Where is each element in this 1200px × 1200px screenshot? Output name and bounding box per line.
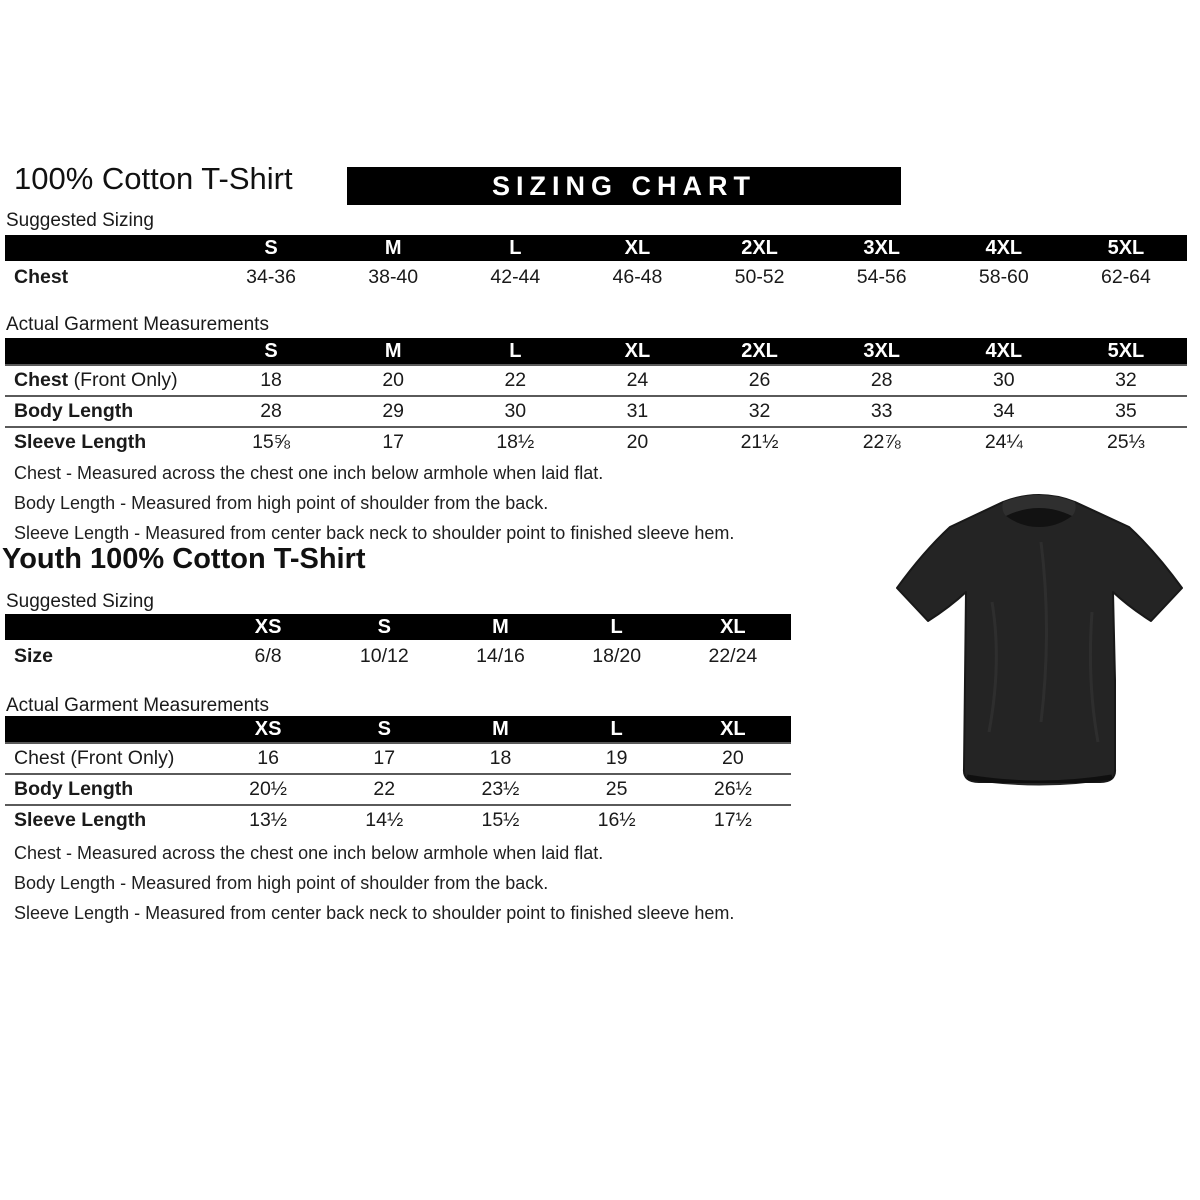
value-cell: 62-64 [1101, 265, 1151, 288]
value-cell: 21½ [740, 431, 779, 453]
adult-suggested-sizing-table [5, 235, 1187, 293]
value-cell: 17 [382, 431, 405, 453]
col-header-xl: XL [576, 235, 698, 261]
row-label [5, 743, 210, 774]
value-cell: 14½ [365, 809, 404, 831]
sizing-chart-banner-text: SIZING CHART [492, 170, 756, 201]
value-cell: 10/12 [359, 644, 409, 667]
value-cell: 20½ [249, 778, 288, 800]
col-header-m: M [332, 235, 454, 261]
youth-title: Youth 100% Cotton T-Shirt [2, 543, 366, 575]
row-label-text: Size [14, 644, 54, 667]
value-cell: 34 [992, 400, 1015, 422]
col-header-xs: XS [210, 614, 326, 640]
col-header-l: L [559, 716, 675, 743]
value-cell: 13½ [249, 809, 288, 831]
value-cell: 30 [504, 400, 527, 422]
value-cell: 24¼ [984, 431, 1023, 453]
value-cell: 35 [1115, 400, 1137, 422]
value-cell: 29 [382, 400, 405, 422]
col-header-l: L [454, 338, 576, 365]
row-label [5, 640, 210, 672]
col-header-xl: XL [675, 614, 791, 640]
value-cell: 19 [605, 747, 628, 769]
row-label-text: Chest [14, 369, 69, 391]
col-header-s: S [326, 716, 442, 743]
page-title: 100% Cotton T-Shirt [14, 161, 293, 196]
value-cell: 26½ [713, 778, 752, 800]
col-header-xs: XS [210, 716, 326, 743]
col-header-l: L [454, 235, 576, 261]
value-cell: 22/24 [708, 644, 758, 667]
col-header-3xl: 3XL [821, 338, 943, 365]
sizing-chart-banner [347, 167, 901, 205]
value-cell: 22 [373, 778, 396, 800]
col-header-s: S [326, 614, 442, 640]
col-header-m: M [332, 338, 454, 365]
value-cell: 14/16 [476, 644, 525, 667]
adult-suggested-sizing-label: Suggested Sizing [6, 210, 154, 231]
row-label-text: Chest (Front Only) [14, 747, 175, 769]
col-header-l: L [559, 614, 675, 640]
table-row [5, 427, 1187, 457]
row-label [5, 805, 210, 835]
col-header-xl: XL [576, 338, 698, 365]
value-cell: 58-60 [978, 265, 1029, 288]
note-chest: Chest - Measured across the chest one inch below armhole when laid flat. [14, 843, 604, 863]
value-cell: 46-48 [612, 265, 663, 288]
value-cell: 31 [626, 400, 649, 422]
table-row [5, 743, 791, 774]
corner-cell [5, 614, 210, 640]
corner-cell [5, 716, 210, 743]
col-header-2xl: 2XL [699, 338, 821, 365]
value-cell: 28 [870, 369, 893, 391]
value-cell: 38-40 [368, 265, 419, 288]
adult-actual-measurements-table [5, 338, 1187, 457]
youth-measurement-notes [14, 838, 734, 928]
value-cell: 22⅞ [862, 431, 901, 453]
value-cell: 42-44 [490, 265, 541, 288]
row-label [5, 427, 210, 457]
value-cell: 23½ [481, 778, 520, 800]
value-cell: 28 [260, 400, 282, 422]
value-cell: 33 [870, 400, 893, 422]
value-cell: 25 [605, 778, 628, 800]
value-cell: 32 [748, 400, 771, 422]
col-header-s: S [210, 235, 332, 261]
value-cell: 34-36 [246, 265, 296, 288]
col-header-m: M [442, 716, 558, 743]
table-row [5, 396, 1187, 427]
youth-actual-measurements-label: Actual Garment Measurements [6, 695, 269, 716]
table-row [5, 640, 791, 672]
value-cell: 24 [626, 369, 649, 391]
row-label-suffix: (Front Only) [68, 369, 178, 391]
col-header-2xl: 2XL [699, 235, 821, 261]
value-cell: 17 [373, 747, 396, 769]
note-sleeve-length: Sleeve Length - Measured from center back neck to shoulder point to finished sleeve hem. [14, 903, 735, 923]
col-header-3xl: 3XL [821, 235, 943, 261]
value-cell: 54-56 [856, 265, 907, 288]
col-header-5xl: 5XL [1065, 338, 1187, 365]
value-cell: 16 [257, 747, 279, 769]
note-body-length: Body Length - Measured from high point of shoulder from the back. [14, 873, 549, 893]
row-label [5, 774, 210, 805]
value-cell: 26 [748, 369, 771, 391]
row-label-text: Sleeve Length [14, 809, 147, 831]
value-cell: 18 [489, 747, 512, 769]
value-cell: 17½ [713, 809, 752, 831]
value-cell: 22 [504, 369, 527, 391]
value-cell: 50-52 [734, 265, 785, 288]
row-label-text: Body Length [14, 778, 134, 800]
col-header-s: S [210, 338, 332, 365]
note-sleeve-length: Sleeve Length - Measured from center back neck to shoulder point to finished sleeve hem. [14, 523, 735, 543]
adult-actual-measurements-label: Actual Garment Measurements [6, 314, 269, 335]
value-cell: 20 [722, 747, 744, 769]
value-cell: 18/20 [592, 644, 642, 667]
row-label-text: Chest [14, 265, 69, 288]
value-cell: 32 [1115, 369, 1137, 391]
table-row [5, 261, 1187, 293]
value-cell: 6/8 [254, 644, 282, 667]
col-header-5xl: 5XL [1065, 235, 1187, 261]
value-cell: 30 [992, 369, 1015, 391]
value-cell: 20 [382, 369, 405, 391]
value-cell: 18½ [496, 431, 535, 453]
table-row [5, 365, 1187, 396]
table-row [5, 805, 791, 835]
tshirt-body [897, 495, 1182, 782]
row-label [5, 396, 210, 427]
row-label-text: Sleeve Length [14, 431, 147, 453]
value-cell: 20 [626, 431, 649, 453]
value-cell: 25⅓ [1106, 431, 1145, 453]
youth-actual-measurements-table [5, 716, 791, 835]
value-cell: 18 [260, 369, 282, 391]
note-chest: Chest - Measured across the chest one inch below armhole when laid flat. [14, 463, 604, 483]
col-header-4xl: 4XL [943, 235, 1065, 261]
table-row [5, 774, 791, 805]
youth-suggested-sizing-table [5, 614, 791, 672]
col-header-4xl: 4XL [943, 338, 1065, 365]
adult-measurement-notes [14, 458, 734, 548]
col-header-m: M [442, 614, 558, 640]
row-label [5, 261, 210, 293]
note-body-length: Body Length - Measured from high point of shoulder from the back. [14, 493, 549, 513]
youth-suggested-sizing-label: Suggested Sizing [6, 591, 154, 612]
value-cell: 16½ [597, 809, 636, 831]
corner-cell [5, 338, 210, 365]
tshirt-image [891, 480, 1189, 814]
col-header-xl: XL [675, 716, 791, 743]
row-label [5, 365, 210, 396]
corner-cell [5, 235, 210, 261]
value-cell: 15⅝ [252, 431, 291, 453]
value-cell: 15½ [481, 809, 520, 831]
row-label-text: Body Length [14, 400, 134, 422]
